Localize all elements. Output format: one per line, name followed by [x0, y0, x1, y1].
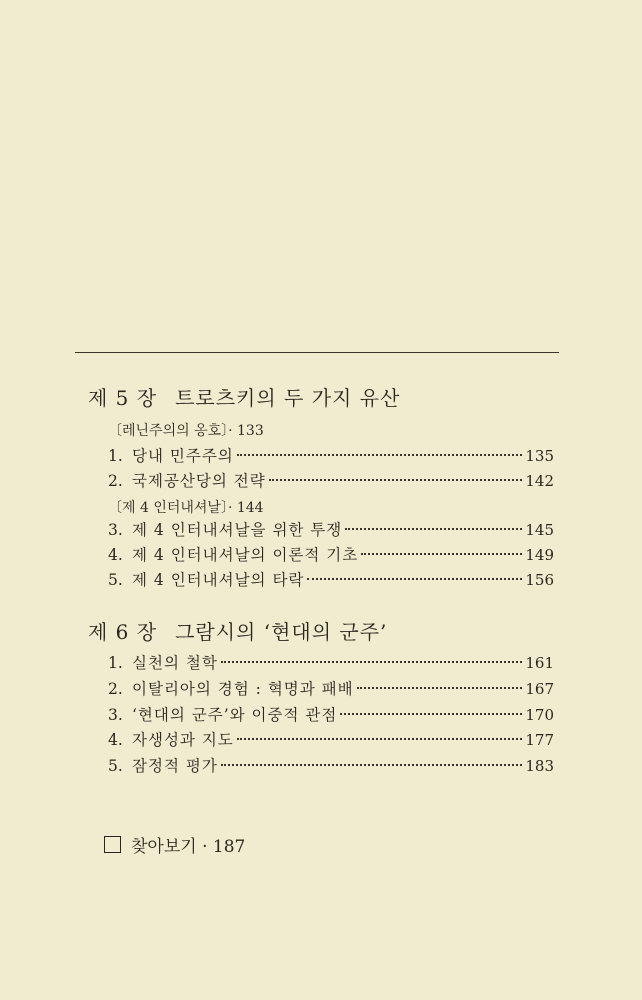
entry-page: 161 — [525, 654, 554, 672]
entry-title: 실천의 철학 — [132, 654, 218, 672]
entry-title: 이탈리아의 경험 : 혁명과 패배 — [132, 680, 354, 698]
entry-number: 5. — [108, 757, 123, 775]
entry-number: 4. — [108, 731, 123, 749]
entry-number: 2. — [108, 680, 123, 698]
entry-number: 5. — [108, 571, 123, 589]
dot-leader — [307, 578, 522, 580]
entry-page: 183 — [525, 757, 554, 775]
entry-page: 135 — [525, 447, 554, 465]
dot-leader — [357, 687, 523, 689]
entry-number: 4. — [108, 546, 123, 564]
toc-entry[interactable] — [108, 728, 554, 750]
chapter-title: 그람시의 ‘현대의 군주’ — [175, 620, 388, 644]
section-heading: 〔레닌주의의 옹호〕· 133 — [108, 423, 264, 439]
entry-title: 당내 민주주의 — [132, 447, 234, 465]
entry-page: 142 — [525, 472, 554, 490]
entry-number: 3. — [108, 706, 123, 724]
chapter-title: 트로츠키의 두 가지 유산 — [175, 386, 401, 410]
index-entry[interactable] — [104, 832, 245, 857]
chapter-number: 제 6 장 — [88, 620, 158, 644]
entry-title: 제 4 인터내셔날의 이론적 기초 — [132, 546, 359, 564]
entry-title: 자생성과 지도 — [132, 731, 234, 749]
toc-entry[interactable] — [108, 543, 554, 565]
dot-leader — [237, 454, 523, 456]
dot-leader — [221, 661, 523, 663]
dot-leader — [345, 528, 522, 530]
dot-leader — [269, 479, 523, 481]
entry-number: 1. — [108, 654, 123, 672]
entry-title: 제 4 인터내셔날의 타락 — [132, 571, 305, 589]
dot-leader — [221, 764, 523, 766]
entry-page: 156 — [525, 571, 554, 589]
toc-entry[interactable] — [108, 651, 554, 673]
square-bullet-icon — [104, 836, 121, 853]
entry-number: 3. — [108, 521, 123, 539]
section-heading: 〔제 4 인터내셔날〕· 144 — [108, 500, 264, 516]
entry-title: 잠정적 평가 — [132, 757, 218, 775]
entry-page: 167 — [525, 680, 554, 698]
toc-entry[interactable] — [108, 703, 554, 725]
divider-rule — [75, 352, 559, 353]
toc-entry[interactable] — [108, 754, 554, 776]
toc-entry[interactable] — [108, 568, 554, 590]
chapter-heading — [88, 616, 387, 645]
toc-entry[interactable] — [108, 677, 554, 699]
toc-entry[interactable] — [108, 518, 554, 540]
chapter-number: 제 5 장 — [88, 386, 158, 410]
toc-entry[interactable] — [108, 444, 554, 466]
dot-leader — [361, 553, 522, 555]
entry-title: ‘현대의 군주’와 이중적 관점 — [132, 706, 338, 724]
dot-leader — [237, 738, 523, 740]
entry-page: 149 — [525, 546, 554, 564]
entry-page: 177 — [525, 731, 554, 749]
entry-title: 국제공산당의 전략 — [132, 472, 266, 490]
entry-number: 2. — [108, 472, 123, 490]
chapter-heading — [88, 382, 400, 411]
entry-number: 1. — [108, 447, 123, 465]
dot-leader — [340, 713, 522, 715]
toc-entry[interactable] — [108, 469, 554, 491]
index-label: 찾아보기 · 187 — [131, 837, 246, 857]
entry-page: 145 — [525, 521, 554, 539]
entry-title: 제 4 인터내셔날을 위한 투쟁 — [132, 521, 343, 539]
entry-page: 170 — [525, 706, 554, 724]
